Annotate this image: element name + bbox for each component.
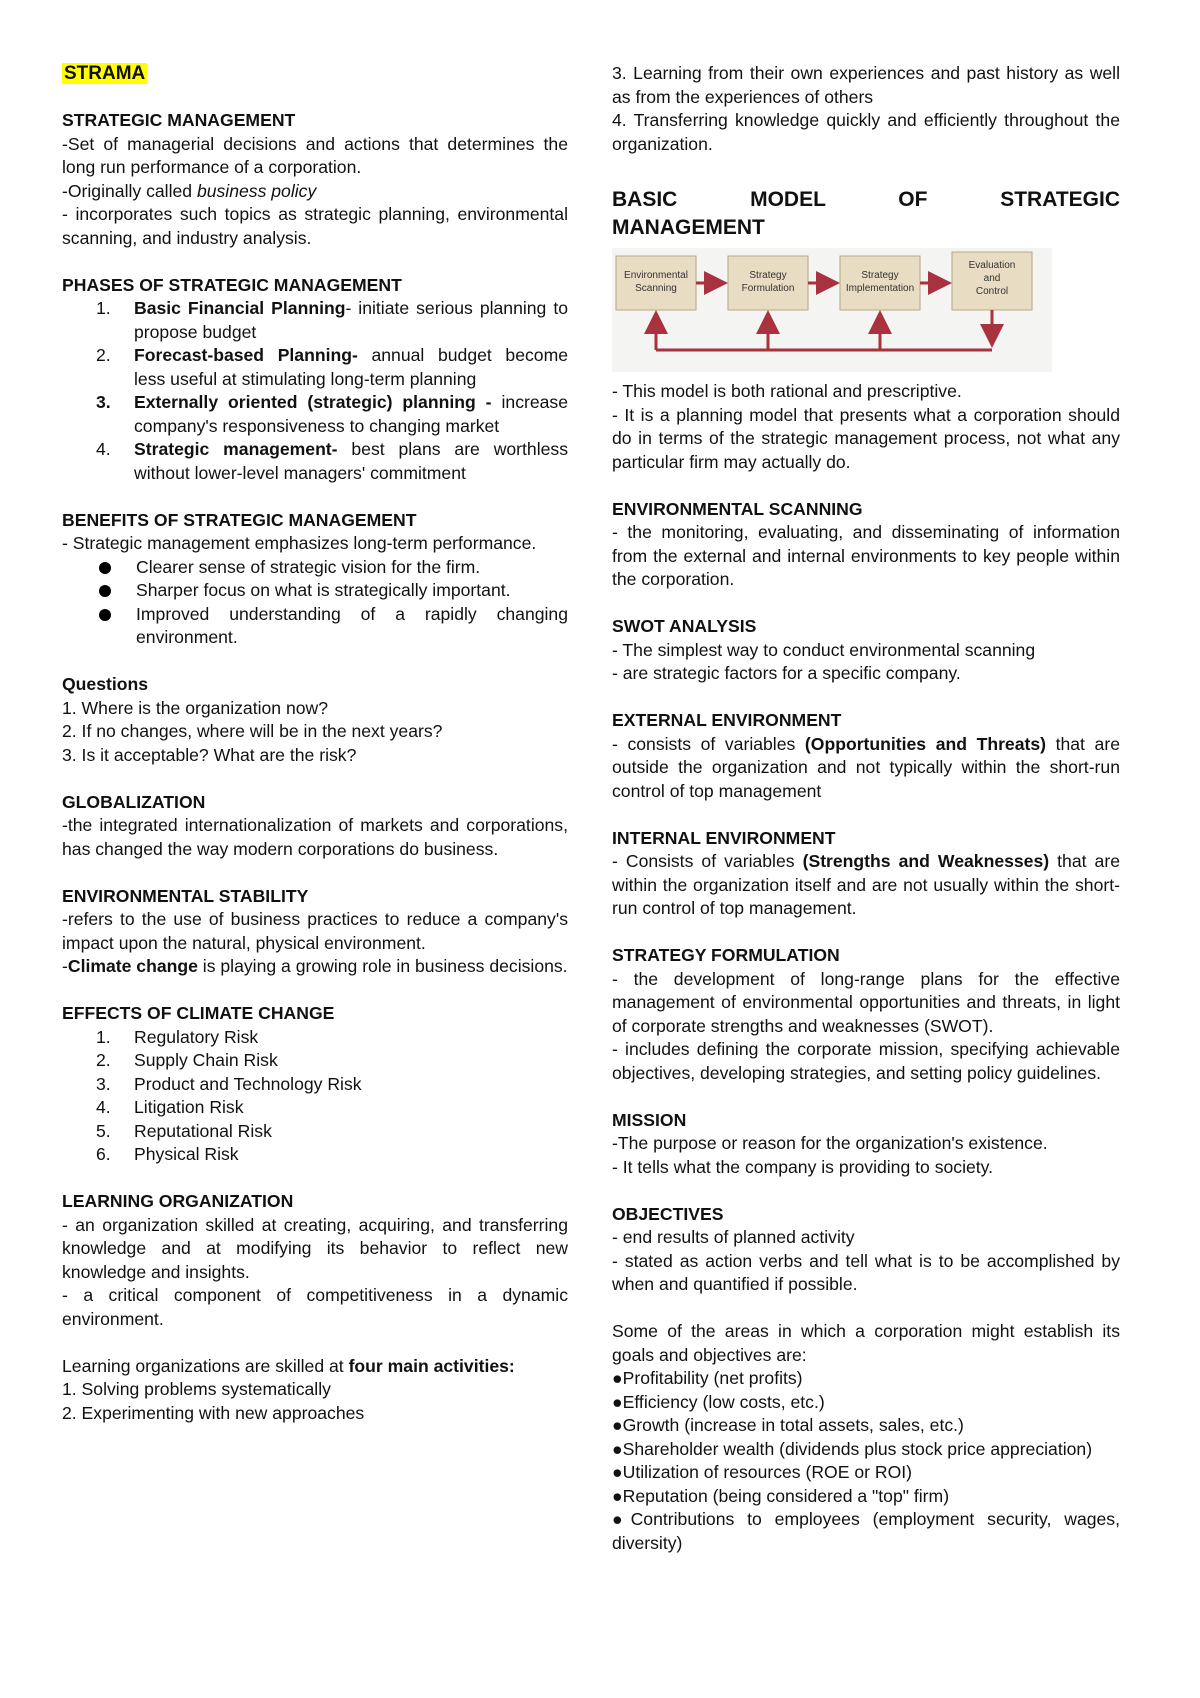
heading-basic-model-line2: MANAGEMENT: [612, 216, 765, 239]
list-item: 4. Transferring knowledge quickly and efficiently throughout the organization.: [612, 110, 1120, 154]
list-item: Sharper focus on what is strategically important.: [62, 579, 568, 603]
heading-environmental-stability: ENVIRONMENTAL STABILITY: [62, 885, 309, 906]
external-text: - consists of variables (Opportunities and Threats) that are outside the organization and not typically within the short-run control of top management: [612, 733, 1120, 801]
heading-objectives: OBJECTIVES: [612, 1203, 724, 1224]
effects-list: [62, 1026, 568, 1167]
list-item: ●Growth (increase in total assets, sales, etc.): [612, 1415, 964, 1435]
left-column: [62, 62, 568, 1425]
learning-line1: - an organization skilled at creating, acquiring, and transferring knowledge and at modifying its behavior to reflect new knowledge and insights.: [62, 1214, 568, 1282]
heading-external: EXTERNAL ENVIRONMENT: [612, 710, 842, 730]
heading-basic-model: BASIC MODEL OF STRATEGIC: [612, 188, 1120, 211]
benefits-intro: - Strategic management emphasizes long-term performance.: [62, 533, 537, 553]
list-item: 3. Is it acceptable? What are the risk?: [62, 744, 357, 765]
list-item: 3. Externally oriented (strategic) planning - increase company's responsiveness to changing market: [96, 392, 569, 436]
svg-text:Strategy: Strategy: [861, 270, 899, 281]
list-item: Clearer sense of strategic vision for the firm.: [62, 556, 568, 580]
sm-line2: -Originally called business policy: [62, 180, 317, 201]
heading-learning-organization: LEARNING ORGANIZATION: [62, 1191, 294, 1211]
list-item: 2. Supply Chain Risk: [96, 1050, 278, 1070]
stability-text: -refers to the use of business practices to reduce a company's impact upon the natural, physical environment.: [62, 909, 568, 953]
svg-text:Control: Control: [975, 286, 1009, 297]
learning-activities: Learning organizations are skilled at four main activities:: [62, 1355, 515, 1376]
list-item: 5. Reputational Risk: [96, 1120, 272, 1141]
heading-questions: Questions: [62, 674, 149, 694]
svg-text:and: and: [983, 273, 1001, 284]
list-item: 1. Basic Financial Planning- initiate serious planning to propose budget: [96, 298, 568, 342]
model-line1: - This model is both rational and prescriptive.: [612, 381, 962, 401]
mission-line1: -The purpose or reason for the organization's existence.: [612, 1133, 1048, 1153]
list-item: 2. If no changes, where will be in the next years?: [62, 721, 443, 741]
heading-mission: MISSION: [612, 1109, 687, 1130]
document-title: STRAMA: [64, 63, 146, 84]
list-item: 2. Forecast-based Planning- annual budget become less useful at stimulating long-term planning: [96, 345, 569, 389]
bullet-icon: [99, 562, 111, 574]
list-item: ●Efficiency (low costs, etc.): [612, 1391, 825, 1412]
heading-globalization: GLOBALIZATION: [62, 791, 206, 812]
list-item: ●Reputation (being considered a "top" firm): [612, 1485, 950, 1506]
list-item: Improved understanding of a rapidly changing environment.: [62, 603, 568, 650]
list-item: ●Shareholder wealth (dividends plus stock price appreciation): [612, 1438, 1093, 1459]
bullet-icon: [99, 609, 111, 621]
box-environmental-scanning: [616, 256, 696, 310]
learning-line2: - a critical component of competitiveness in a dynamic environment.: [62, 1285, 568, 1329]
objectives-areas-intro: Some of the areas in which a corporation might establish its goals and objectives are:: [612, 1321, 1120, 1365]
heading-phases: PHASES OF STRATEGIC MANAGEMENT: [62, 274, 402, 295]
list-item: 3. Learning from their own experiences and past history as well as from the experiences of others: [612, 63, 1120, 107]
list-item: 4. Strategic management- best plans are worthless without lower-level managers' commitment: [96, 439, 568, 483]
svg-text:Evaluation: Evaluation: [968, 260, 1016, 271]
list-item: 6. Physical Risk: [96, 1144, 239, 1164]
objectives-line2: - stated as action verbs and tell what is to be accomplished by when and quantified if possible.: [612, 1250, 1120, 1294]
climate-text: -Climate change is playing a growing role in business decisions.: [62, 956, 568, 976]
heading-strategic-management: STRATEGIC MANAGEMENT: [62, 110, 296, 130]
svg-text:Strategy: Strategy: [749, 270, 787, 281]
phases-list: [62, 297, 568, 485]
list-item: 2. Experimenting with new approaches: [62, 1402, 365, 1423]
svg-text:Implementation: Implementation: [845, 283, 915, 294]
box-strategy-formulation: [728, 256, 808, 310]
objectives-line1: - end results of planned activity: [612, 1227, 855, 1247]
list-item: ●Utilization of resources (ROE or ROI): [612, 1462, 913, 1482]
swot-line1: - The simplest way to conduct environmental scanning: [612, 639, 1036, 660]
heading-formulation: STRATEGY FORMULATION: [612, 945, 840, 965]
list-item: 3. Product and Technology Risk: [96, 1073, 362, 1094]
list-item: 4. Litigation Risk: [96, 1097, 244, 1117]
swot-line2: - are strategic factors for a specific company.: [612, 663, 961, 683]
bullet-icon: [99, 585, 111, 597]
heading-effects: EFFECTS OF CLIMATE CHANGE: [62, 1003, 335, 1023]
list-item: ●Profitability (net profits): [612, 1368, 803, 1388]
svg-text:Environmental: Environmental: [624, 270, 688, 281]
sm-line1: -Set of managerial decisions and actions that determines the long run performance of a corporation.: [62, 133, 568, 177]
box-strategy-implementation: [840, 256, 920, 310]
heading-benefits: BENEFITS OF STRATEGIC MANAGEMENT: [62, 509, 417, 530]
list-item: 1. Regulatory Risk: [96, 1026, 259, 1047]
formulation-line1: - the development of long-range plans for the effective management of environmental opportunities and threats, in light of corporate strengths and weaknesses (SWOT).: [612, 968, 1120, 1036]
internal-text: - Consists of variables (Strengths and Weaknesses) that are within the organization itself and are not usually within the short-run control of top management.: [612, 851, 1120, 918]
list-item: 1. Where is the organization now?: [62, 697, 329, 718]
mission-line2: - It tells what the company is providing to society.: [612, 1156, 994, 1177]
box-evaluation-control: [952, 252, 1032, 310]
svg-text:Formulation: Formulation: [741, 283, 795, 294]
strategic-model-diagram: [612, 248, 1052, 372]
list-item: 1. Solving problems systematically: [62, 1379, 331, 1399]
heading-env-scanning: ENVIRONMENTAL SCANNING: [612, 498, 863, 519]
sm-line3: - incorporates such topics as strategic planning, environmental scanning, and industry analysis.: [62, 204, 568, 248]
heading-internal: INTERNAL ENVIRONMENT: [612, 827, 836, 848]
right-column: [612, 62, 1120, 1555]
heading-swot: SWOT ANALYSIS: [612, 616, 757, 636]
benefits-list: [62, 556, 568, 650]
list-item: ●Contributions to employees (employment security, wages, diversity): [612, 1509, 1120, 1553]
formulation-line2: - includes defining the corporate mission, specifying achievable objectives, developing strategies, and setting policy guidelines.: [612, 1039, 1120, 1083]
model-line2: - It is a planning model that presents what a corporation should do in terms of the strategic management process, not what any particular firm may actually do.: [612, 404, 1120, 472]
globalization-text: -the integrated internationalization of markets and corporations, has changed the way modern corporations do business.: [62, 815, 568, 859]
env-scanning-text: - the monitoring, evaluating, and disseminating of information from the external and internal environments to key people within the corporation.: [612, 522, 1120, 589]
svg-text:Scanning: Scanning: [635, 283, 677, 294]
